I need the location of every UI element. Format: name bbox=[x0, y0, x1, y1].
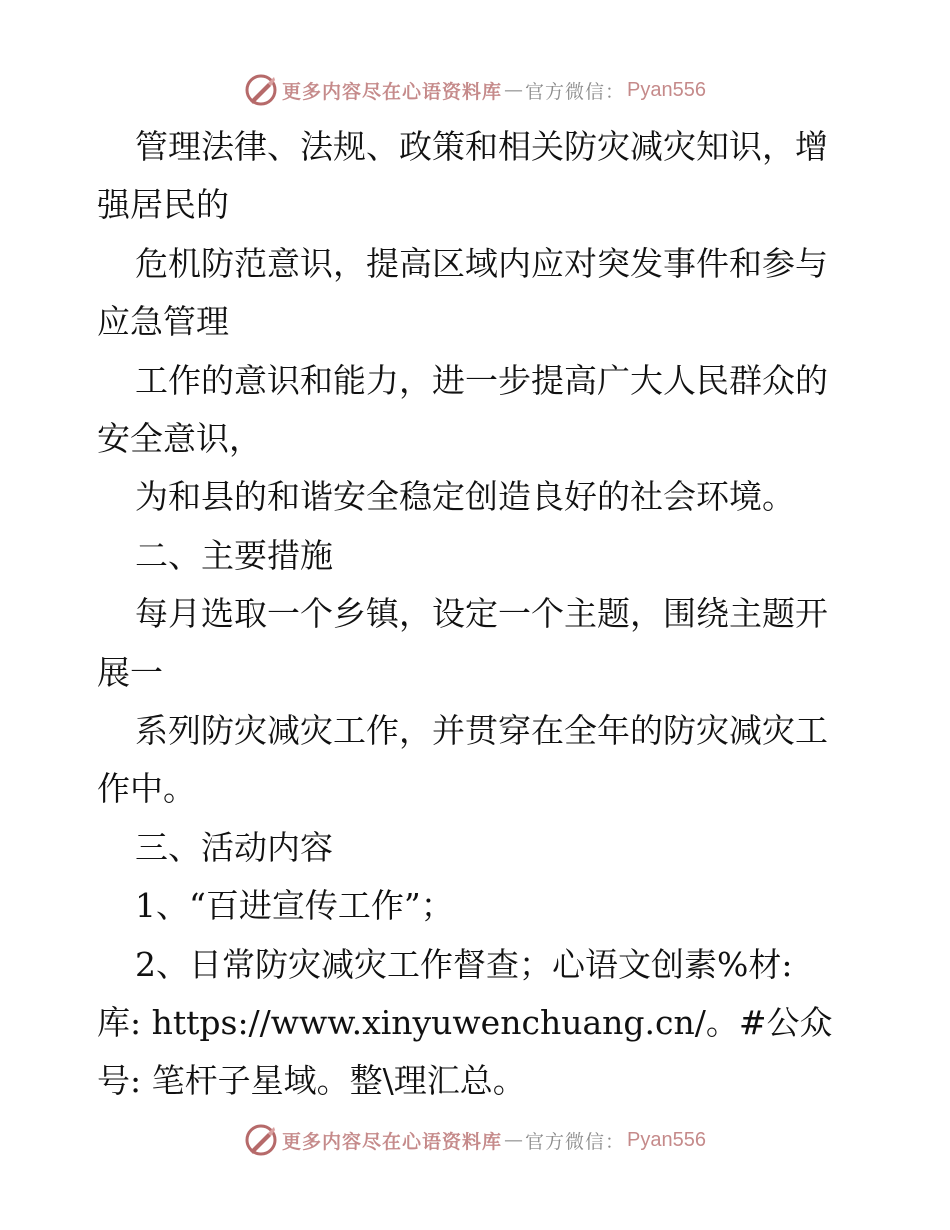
text-line: 管理法律、法规、政策和相关防灾减灾知识，增 bbox=[135, 127, 828, 166]
header-banner-wechat: Pyan556 bbox=[627, 78, 706, 101]
header-banner-separator: — bbox=[504, 79, 524, 101]
section-heading: 二、主要措施 bbox=[135, 536, 333, 575]
list-item: 1、“百进宣传工作”； bbox=[135, 886, 454, 925]
footer-banner-text: 更多内容尽在心语资料库 bbox=[282, 1130, 503, 1153]
text-line: 危机防范意识，提高区域内应对突发事件和参与 bbox=[135, 244, 828, 283]
footer-banner-official: 官方微信： bbox=[525, 1130, 626, 1153]
text-line: 强居民的 bbox=[97, 185, 229, 224]
text-line: 作中。 bbox=[97, 769, 196, 808]
text-line: 应急管理 bbox=[97, 302, 229, 341]
text-line: 库: https://www.xinyuwenchuang.cn/。#公众 bbox=[97, 1003, 833, 1042]
text-line: 安全意识， bbox=[97, 419, 262, 458]
text-line: 为和县的和谐安全稳定创造良好的社会环境。 bbox=[135, 477, 795, 516]
text-line: 每月选取一个乡镇，设定一个主题，围绕主题开 bbox=[135, 594, 828, 633]
text-line: 号: 笔杆子星域。整\理汇总。 bbox=[97, 1061, 526, 1100]
header-watermark-banner bbox=[0, 70, 950, 110]
header-banner-text: 更多内容尽在心语资料库 bbox=[282, 80, 503, 103]
section-heading: 三、活动内容 bbox=[135, 828, 333, 867]
text-line: 展一 bbox=[97, 653, 163, 692]
footer-watermark-banner bbox=[0, 1120, 950, 1160]
footer-banner-separator: — bbox=[504, 1129, 524, 1151]
quill-logo-icon bbox=[244, 73, 278, 107]
text-line: 系列防灾减灾工作，并贯穿在全年的防灾减灾工 bbox=[135, 711, 828, 750]
header-banner-official: 官方微信： bbox=[525, 80, 626, 103]
footer-banner-wechat: Pyan556 bbox=[627, 1128, 706, 1151]
list-item: 2、日常防灾减灾工作督查；心语文创素%材: bbox=[135, 945, 793, 984]
quill-logo-icon bbox=[244, 1123, 278, 1157]
text-line: 工作的意识和能力，进一步提高广大人民群众的 bbox=[135, 361, 828, 400]
